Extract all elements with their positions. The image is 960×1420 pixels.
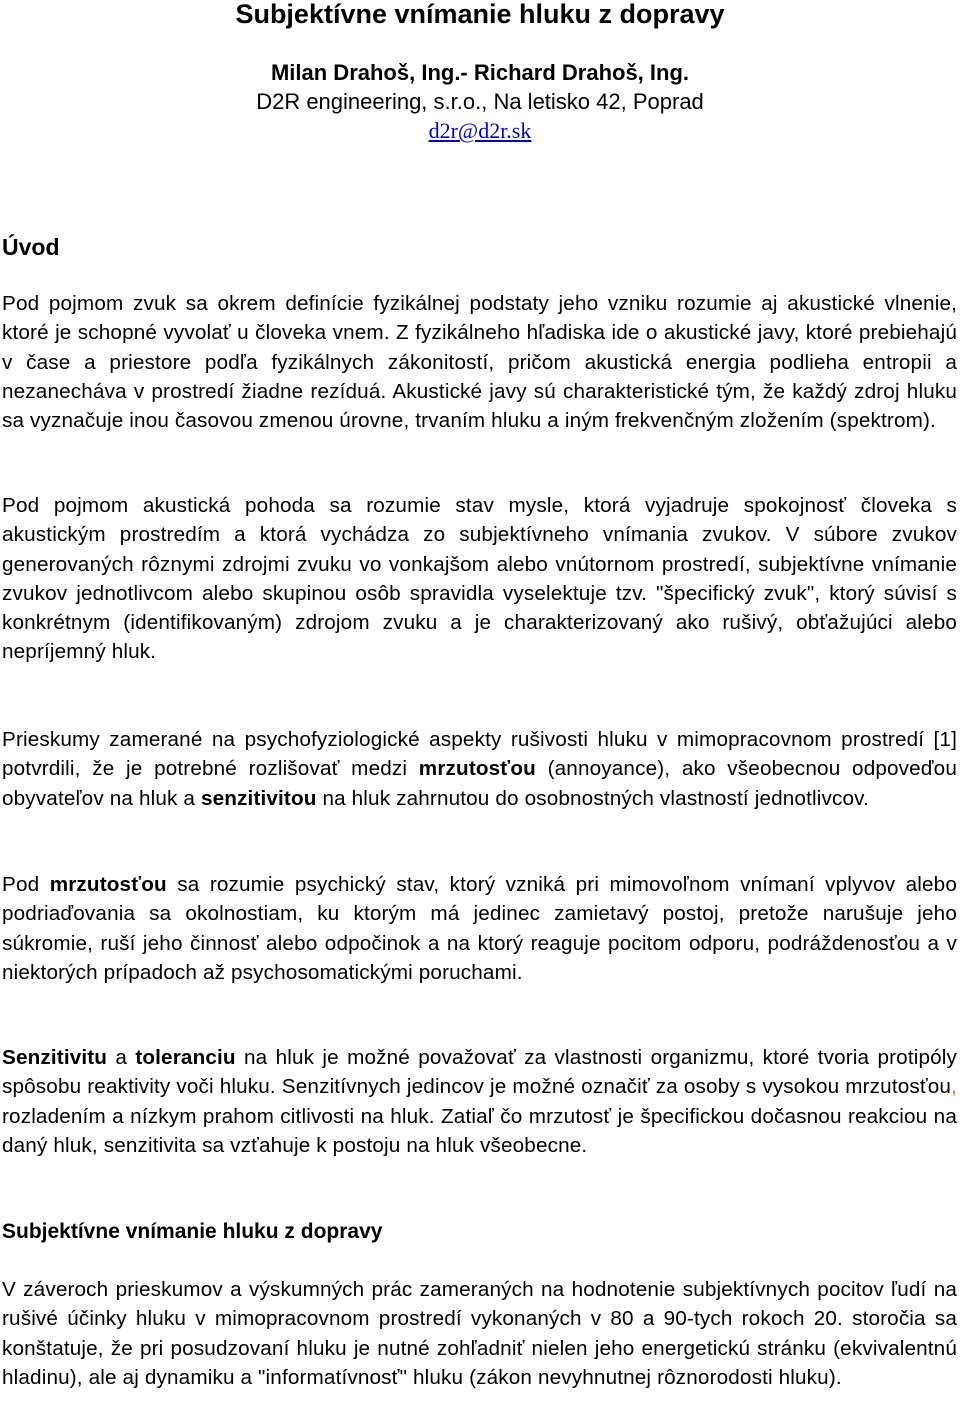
p3-text-2: (annoyance), ako všeobecnou odpoveďou obyvateľov na hluk a <box>2 757 957 810</box>
paragraph-6: V záveroch prieskumov a výskumných prác zameraných na hodnotenie subjektívnych pocitov ľudí na rušivé účinky hluku v mimopracovnom prostredí vykonaných v 80 a 90-tych rokoch 20. storočia sa konštatuje, že pri posudzovaní hluku je nutné zohľadniť nielen jeho energetickú stránku (ekvivalentnú hladinu), ale aj dynamiku a "informatívnosť" hluku (zákon nevyhnutnej rôznorodosti hluku). <box>2 1278 957 1389</box>
p5-bold-toleranciu: toleranciu <box>135 1046 236 1069</box>
p5-text-1: a <box>107 1046 136 1069</box>
email-link[interactable]: d2r@d2r.sk <box>428 118 532 143</box>
section-heading-intro: Úvod <box>2 234 60 260</box>
affiliation-line: D2R engineering, s.r.o., Na letisko 42, Poprad <box>256 89 704 114</box>
p4-bold-mrzutostou: mrzutosťou <box>49 873 167 896</box>
p4-text-1: Pod <box>2 873 50 896</box>
p3-bold-mrzutostou: mrzutosťou <box>418 757 536 781</box>
paragraph-1: Pod pojmom zvuk sa okrem definície fyzikálnej podstaty jeho vzniku rozumie aj akustické vlnenie, ktoré je schopné vyvolať u človeka vnem. Z fyzikálneho hľadiska ide o akustické javy, ktoré prebiehajú v čase a priestore podľa fyzikálnych zákonitostí, pričom akustická energia podlieha entropii a nezanecháva v prostredí žiadne rezíduá. Akustické javy sú charakteristické tým, že každý zdroj hluku sa vyznačuje inou časovou zmenou úrovne, trvaním hluku a iným frekvenčným zložením (spektrom). <box>2 292 957 433</box>
p4-text-2: sa rozumie psychický stav, ktorý vzniká pri mimovoľnom vnímaní vplyvov alebo podriaďovania sa okolnostiam, ku ktorým má jedinec zamietavý postoj, pretože narušuje jeho súkromie, ruší jeho činnosť alebo odpočinok a na ktorý reaguje pocitom odporu, podráždenosťou a v niektorých prípadoch až psychosomatickými poruchami. <box>2 873 957 984</box>
paragraph-2: Pod pojmom akustická pohoda sa rozumie stav mysle, ktorá vyjadruje spokojnosť človeka s akustickým prostredím a ktorá vychádza zo subjektívneho vnímania zvukov. V súbore zvukov generovaných rôznymi zdrojmi zvuku vo vonkajšom alebo vnútornom prostredí, subjektívne vnímanie zvukov jednotlivcom alebo skupinou osôb spravidla vyselektuje tzv. "špecifický zvuk", ktorý súvisí s konkrétnym (identifikovaným) zdrojom zvuku a je charakterizovaný ako rušivý, obťažujúci alebo nepríjemný hluk. <box>2 494 957 664</box>
paragraph-5 <box>2 1043 957 1160</box>
email-line <box>0 117 960 145</box>
p5-text-2: na hluk je možné považovať za vlastnosti organizmu, ktoré tvoria protipóly spôsobu reaktivity voči hluku. Senzitívnych jedincov je možné označiť za osoby s vysokou mrzutosťou <box>2 1046 958 1099</box>
authors-line: Milan Drahoš, Ing.- Richard Drahoš, Ing. <box>270 60 690 85</box>
document-title: Subjektívne vnímanie hluku z dopravy <box>235 0 725 29</box>
p3-text-1: Prieskumy zamerané na psychofyziologické aspekty rušivosti hluku v mimopracovnom prostredí [1] potvrdili, že je potrebné rozlišovať medzi <box>2 728 957 781</box>
p3-text-3: na hluk zahrnutou do osobnostných vlastností jednotlivcov. <box>316 786 869 810</box>
section-heading-subjective: Subjektívne vnímanie hluku z dopravy <box>2 1220 383 1243</box>
p5-orange-comma: , <box>951 1075 957 1099</box>
p5-bold-senzitivitu: Senzitivitu <box>2 1046 108 1069</box>
p3-bold-senzitivitou: senzitivitou <box>200 786 317 810</box>
p5-text-3: rozladením a nízkym prahom citlivosti na hluk. Zatiaľ čo mrzutosť je špecifickou dočasnou reakciou na daný hluk, senzitivita sa vzťahuje k postoju na hluk všeobecne. <box>2 1104 957 1157</box>
paragraph-4 <box>2 870 957 987</box>
paragraph-3 <box>2 725 957 813</box>
